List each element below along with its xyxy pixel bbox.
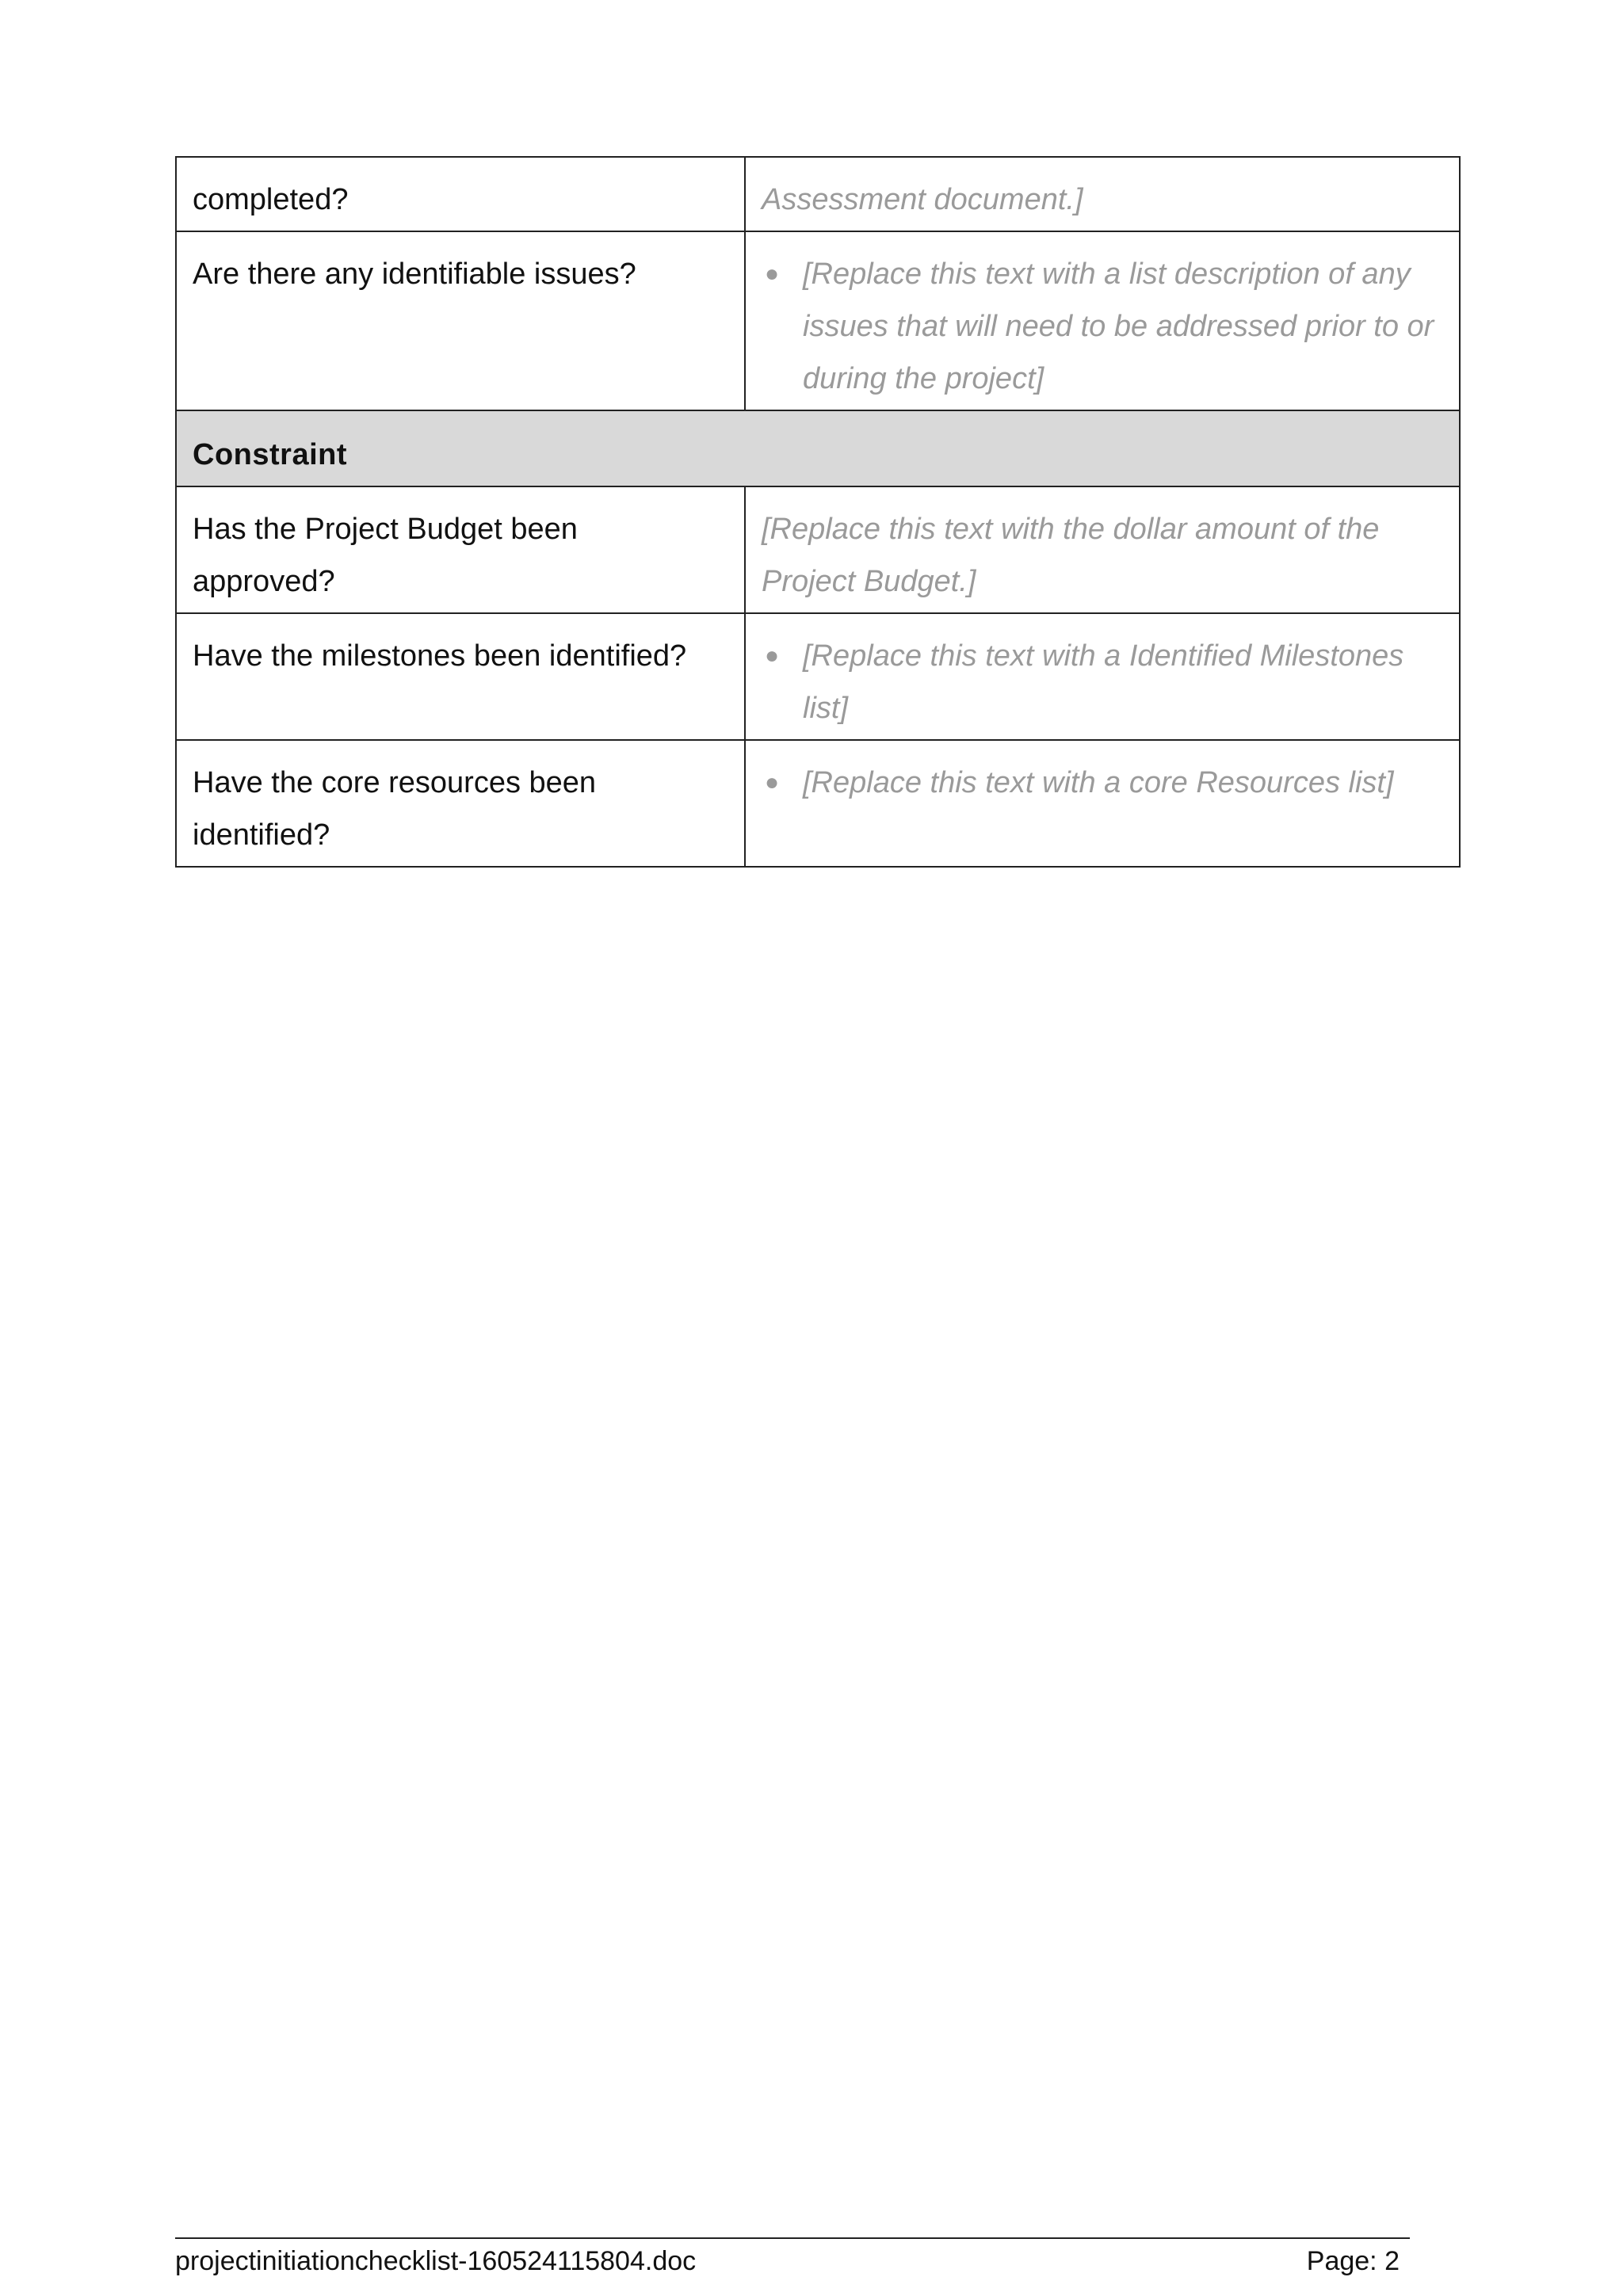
bullet-list (762, 248, 1443, 405)
bullet-dot-icon: ● (765, 769, 780, 795)
question-cell: completed? (176, 157, 745, 231)
table-row (176, 613, 1460, 740)
table-row (176, 157, 1460, 231)
answer-cell: [Replace this text with the dollar amount of the Project Budget.] (745, 486, 1460, 613)
question-cell: Have the milestones been identified? (176, 613, 745, 740)
answer-cell (745, 231, 1460, 410)
answer-cell (745, 740, 1460, 867)
section-header-row (176, 410, 1460, 486)
table-row (176, 486, 1460, 613)
footer-divider (175, 2237, 1410, 2239)
bullet-dot-icon: ● (765, 261, 780, 287)
list-item-text: [Replace this text with a core Resources list] (803, 766, 1394, 799)
question-cell: Have the core resources been identified? (176, 740, 745, 867)
list-item (765, 757, 1443, 809)
bullet-list (762, 757, 1443, 809)
question-cell: Has the Project Budget been approved? (176, 486, 745, 613)
list-item (765, 630, 1443, 734)
footer-filename: projectinitiationchecklist-160524115804.doc (175, 2246, 697, 2276)
list-item-text: [Replace this text with a list description of any issues that will need to be addressed prior to or during the project] (803, 257, 1434, 395)
list-item-text: [Replace this text with a Identified Milestones list] (803, 639, 1404, 725)
answer-cell: Assessment document.] (745, 157, 1460, 231)
bullet-list (762, 630, 1443, 734)
table-row (176, 231, 1460, 410)
list-item (765, 248, 1443, 405)
section-title: Constraint (176, 410, 1460, 486)
bullet-dot-icon: ● (765, 643, 780, 669)
checklist-table (175, 156, 1461, 868)
table-row (176, 740, 1460, 867)
question-cell: Are there any identifiable issues? (176, 231, 745, 410)
answer-cell (745, 613, 1460, 740)
footer-page-number: Page: 2 (1306, 2246, 1400, 2276)
